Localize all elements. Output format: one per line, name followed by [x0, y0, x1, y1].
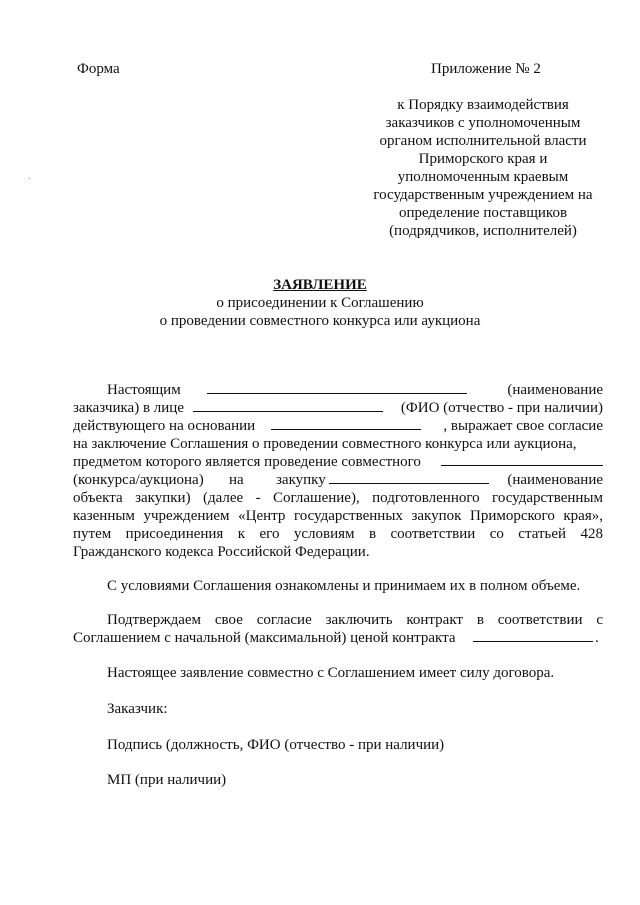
appendix-reference — [370, 96, 596, 240]
paragraph-2: С условиями Соглашения ознакомлены и принимаем их в полном объеме. — [107, 578, 581, 594]
text-fragment: на — [229, 472, 244, 488]
p1-line-1 — [107, 381, 603, 399]
appendix-line: определение поставщиков — [398, 205, 568, 221]
p1-line-3 — [73, 417, 603, 435]
signature-label: Подпись (должность, ФИО (отчество - при наличии) — [107, 737, 445, 753]
p1-line-4: на заключение Соглашения о проведении совместного конкурса или аукциона, — [73, 436, 577, 452]
appendix-line: государственным учреждением на — [373, 187, 593, 203]
appendix-number: Приложение № 2 — [431, 61, 541, 77]
p3-line-2 — [73, 629, 603, 647]
p1-line-7: объекта закупки) (далее - Соглашение), подготовленного государственным — [73, 490, 603, 506]
appendix-line: (подрядчиков, исполнителей) — [389, 223, 577, 239]
scan-mark — [29, 178, 30, 179]
basis-blank — [271, 417, 421, 430]
text-fragment: заказчика) в лице — [73, 400, 184, 416]
p1-line-2 — [73, 399, 603, 417]
text-fragment: действующего на основании — [73, 418, 256, 434]
text-fragment: (наименование — [507, 382, 603, 398]
appendix-line: к Порядку взаимодействия — [397, 97, 569, 113]
text-fragment: (конкурса/аукциона) — [73, 472, 204, 488]
form-label: Форма — [77, 61, 120, 77]
customer-label: Заказчик: — [107, 701, 168, 717]
appendix-line: Приморского края и — [418, 151, 548, 167]
text-fragment: . — [595, 630, 599, 646]
text-fragment: (наименование — [507, 472, 603, 488]
text-fragment: Соглашением с начальной (максимальной) ценой контракта — [73, 630, 456, 646]
p1-line-10: Гражданского кодекса Российской Федерации. — [73, 544, 370, 560]
p1-line-5 — [73, 453, 603, 471]
text-fragment: предметом которого является проведение совместного — [73, 454, 421, 470]
appendix-line: уполномоченным краевым — [397, 169, 569, 185]
document-title: ЗАЯВЛЕНИЕ — [273, 277, 367, 293]
p1-line-8: казенным учреждением «Центр государственных закупок Приморского края», — [73, 508, 603, 524]
title-subline-2: о проведении совместного конкурса или аукциона — [159, 313, 481, 329]
p3-line-1: Подтверждаем свое согласие заключить контракт в соответствии с — [107, 612, 603, 628]
p1-line-6 — [73, 471, 603, 489]
purchase-blank — [329, 471, 489, 484]
text-fragment: Настоящим — [107, 382, 181, 398]
p1-line-9: путем присоединения к его условиям в соответствии со статьей 428 — [73, 526, 603, 542]
representative-blank — [193, 399, 383, 412]
paragraph-4: Настоящее заявление совместно с Соглашением имеет силу договора. — [107, 665, 555, 681]
appendix-line: заказчиков с уполномоченным — [385, 115, 581, 131]
customer-name-blank — [207, 381, 467, 394]
title-subline-1: о присоединении к Соглашению — [216, 295, 424, 311]
subject-blank — [441, 453, 603, 466]
text-fragment: (ФИО (отчество - при наличии) — [400, 400, 603, 416]
text-fragment: закупку — [276, 472, 326, 488]
appendix-line: органом исполнительной власти — [379, 133, 587, 149]
price-blank — [473, 629, 593, 642]
stamp-label: МП (при наличии) — [107, 772, 227, 788]
text-fragment: , выражает свое согласие — [443, 418, 603, 434]
